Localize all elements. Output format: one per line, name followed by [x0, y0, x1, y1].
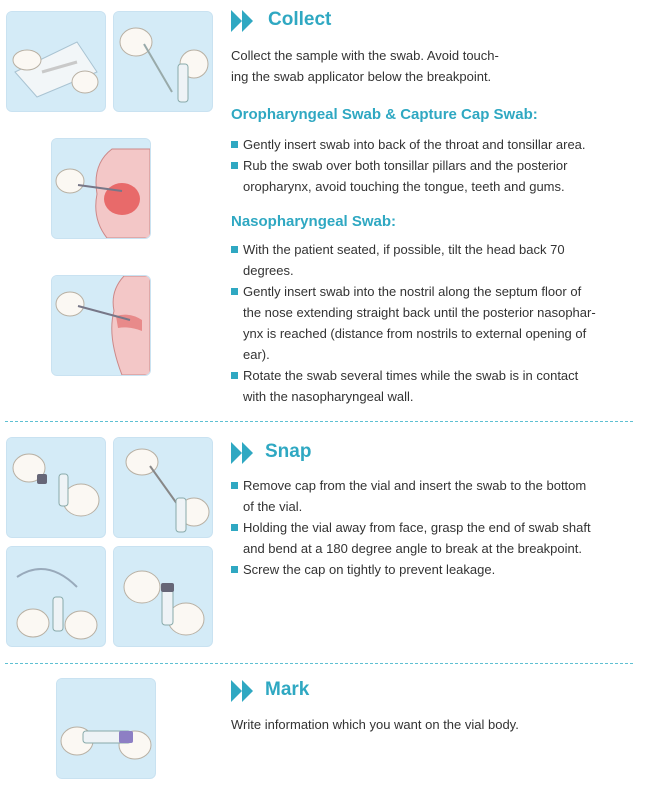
- bullet-line: ynx is reached (distance from nostrils to external opening of: [243, 326, 587, 341]
- bullet-line: Rub the swab over both tonsillar pillars and the posterior: [243, 158, 568, 173]
- double-chevron-icon: [231, 680, 263, 702]
- nasopharyngeal-steps: [231, 239, 636, 407]
- mark-title: Mark: [265, 679, 310, 700]
- bullet-square-icon: [231, 141, 238, 148]
- section-divider: [5, 421, 633, 422]
- bullet-line: Remove cap from the vial and insert the swab to the bottom: [243, 478, 587, 493]
- bullet-item: [231, 134, 636, 155]
- insert-swab-illustration: [113, 437, 213, 538]
- nasopharyngeal-title: Nasopharyngeal Swab:: [231, 213, 397, 230]
- bullet-line: and bend at a 180 degree angle to break at the breakpoint.: [243, 541, 582, 556]
- bullet-item: [231, 559, 636, 580]
- bullet-item: [231, 281, 636, 365]
- bullet-line: of the vial.: [243, 499, 303, 514]
- swab-package-opening-illustration: [6, 11, 106, 112]
- break-swab-illustration: [6, 546, 106, 647]
- bullet-item: [231, 475, 636, 517]
- screw-cap-illustration: [113, 546, 213, 647]
- section-divider: [5, 663, 633, 664]
- bullet-line: degrees.: [243, 263, 294, 278]
- oropharyngeal-steps: [231, 134, 636, 197]
- bullet-line: oropharynx, avoid touching the tongue, teeth and gums.: [243, 179, 565, 194]
- bullet-line: Holding the vial away from face, grasp the end of swab shaft: [243, 520, 591, 535]
- bullet-square-icon: [231, 162, 238, 169]
- bullet-item: [231, 155, 636, 197]
- bullet-square-icon: [231, 288, 238, 295]
- double-chevron-icon: [231, 10, 263, 32]
- bullet-item: [231, 517, 636, 559]
- bullet-square-icon: [231, 482, 238, 489]
- bullet-item: [231, 239, 636, 281]
- bullet-item: [231, 365, 636, 407]
- collect-title: Collect: [268, 9, 332, 30]
- bullet-line: ear).: [243, 347, 270, 362]
- oropharyngeal-swab-illustration: [51, 138, 151, 239]
- bullet-square-icon: [231, 246, 238, 253]
- mark-text: Write information which you want on the vial body.: [231, 717, 519, 732]
- bullet-square-icon: [231, 524, 238, 531]
- bullet-line: With the patient seated, if possible, tilt the head back 70: [243, 242, 565, 257]
- collect-intro: Collect the sample with the swab. Avoid touch- ing the swab applicator below the breakpoint.: [231, 48, 499, 84]
- bullet-square-icon: [231, 372, 238, 379]
- swab-and-vial-illustration: [113, 11, 213, 112]
- label-vial-illustration: [56, 678, 156, 779]
- nasopharyngeal-swab-illustration: [51, 275, 151, 376]
- snap-title: Snap: [265, 441, 312, 462]
- bullet-line: Gently insert swab into the nostril along the septum floor of: [243, 284, 582, 299]
- bullet-line: Rotate the swab several times while the swab is in contact: [243, 368, 579, 383]
- bullet-square-icon: [231, 566, 238, 573]
- bullet-line: with the nasopharyngeal wall.: [243, 389, 414, 404]
- remove-cap-illustration: [6, 437, 106, 538]
- bullet-line: Gently insert swab into back of the throat and tonsillar area.: [243, 137, 586, 152]
- bullet-line: the nose extending straight back until the posterior nasophar-: [243, 305, 596, 320]
- oropharyngeal-title: Oropharyngeal Swab & Capture Cap Swab:: [231, 106, 538, 123]
- double-chevron-icon: [231, 442, 263, 464]
- snap-steps: [231, 475, 636, 580]
- bullet-line: Screw the cap on tightly to prevent leakage.: [243, 562, 496, 577]
